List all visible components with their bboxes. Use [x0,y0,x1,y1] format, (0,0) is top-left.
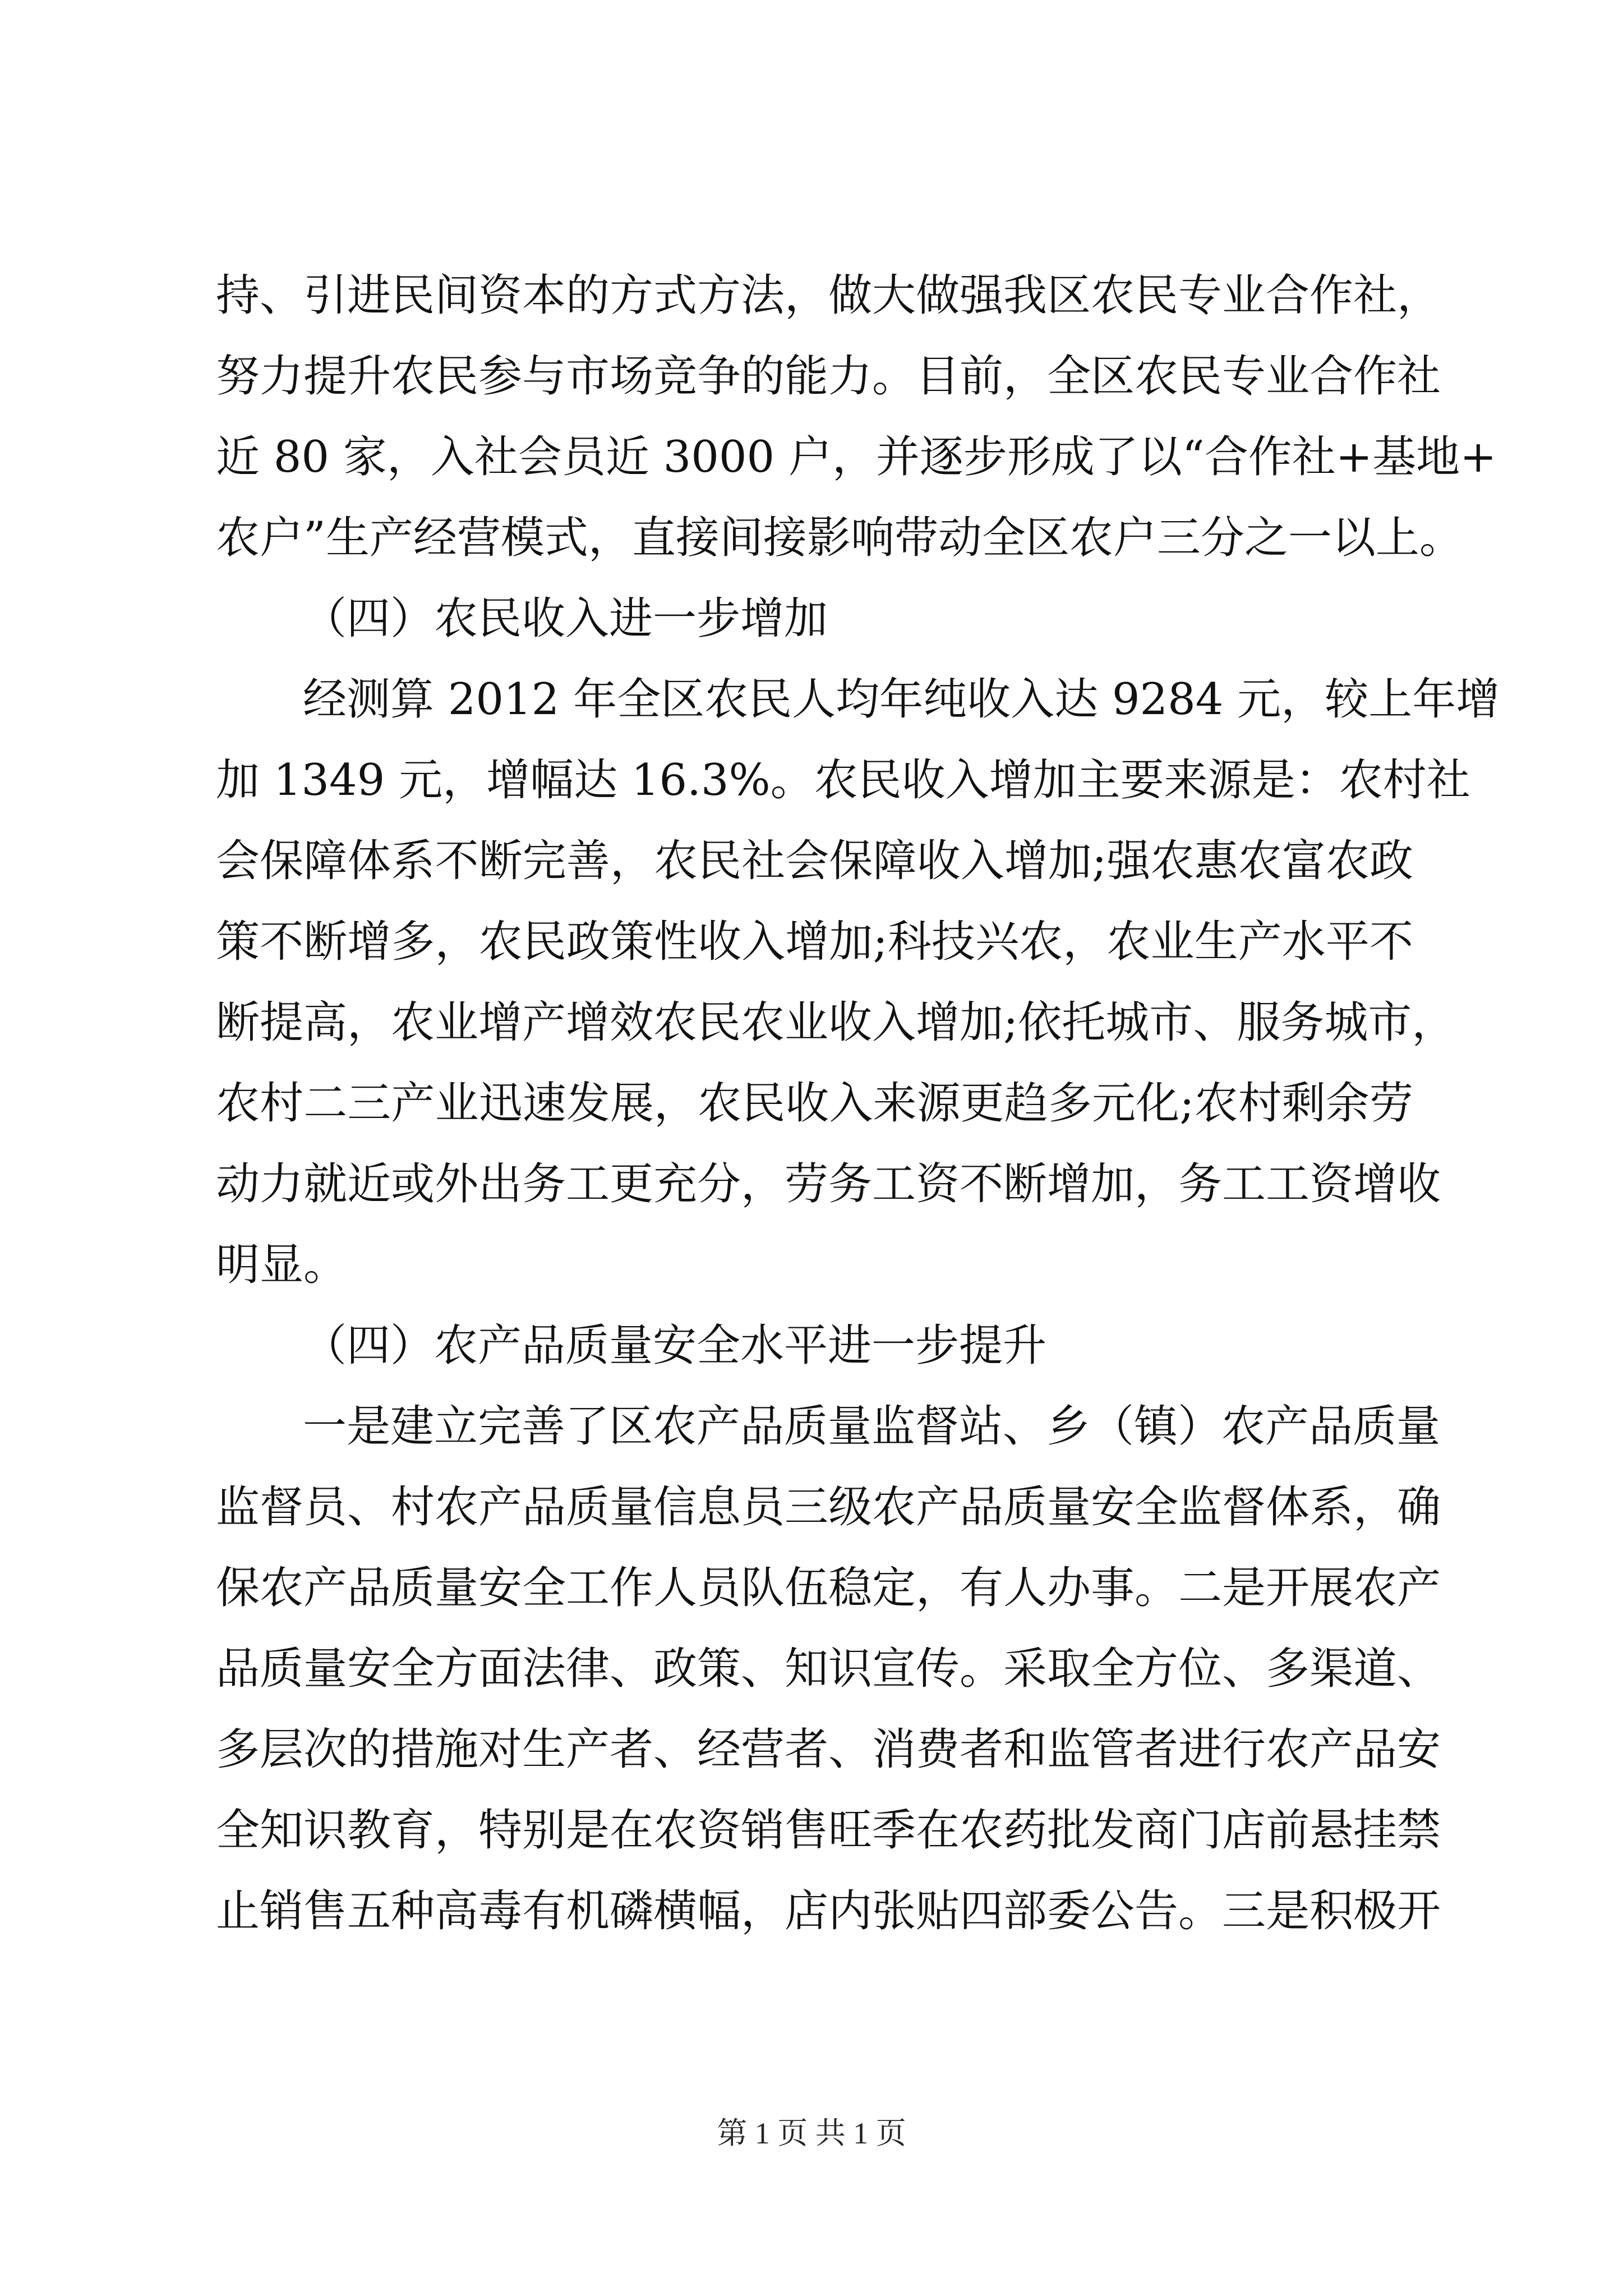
text-line: 全知识教育，特别是在农资销售旺季在农药批发商门店前悬挂禁 [216,1805,1441,1856]
text-line: 多层次的措施对生产者、经营者、消费者和监管者进行农产品安 [216,1724,1441,1775]
text-line: 近 80 家，入社会员近 3000 户，并逐步形成了以“合作社+基地+ [216,432,1497,482]
text-line: 策不断增多，农民政策性收入增加;科技兴农，农业生产水平不 [216,917,1413,967]
text-line: 品质量安全方面法律、政策、知识宣传。采取全方位、多渠道、 [216,1644,1441,1694]
text-line: 一是建立完善了区农产品质量监督站、乡（镇）农产品质量 [303,1401,1441,1452]
text-line: 努力提升农民参与市场竞争的能力。目前，全区农民专业合作社 [216,351,1441,402]
section-heading: （四）农民收入进一步增加 [303,593,828,644]
text-line: 持、引进民间资本的方式方法，做大做强我区农民专业合作社， [216,270,1441,321]
text-line: 断提高，农业增产增效农民农业收入增加;依托城市、服务城市， [216,997,1456,1048]
document-body [216,255,1500,1952]
text-line: 加 1349 元，增幅达 16.3%。农民收入增加主要来源是：农村社 [216,755,1470,806]
page-footer: 第 1 页 共 1 页 [717,2116,906,2150]
text-line: 动力就近或外出务工更充分，劳务工资不断增加，务工工资增收 [216,1159,1441,1209]
text-line: 经测算 2012 年全区农民人均年纯收入达 9284 元，较上年增 [303,674,1500,725]
text-line: 农村二三产业迅速发展，农民收入来源更趋多元化;农村剩余劳 [216,1078,1413,1129]
section-heading: （四）农产品质量安全水平进一步提升 [303,1320,1047,1371]
text-line: 会保障体系不断完善，农民社会保障收入增加;强农惠农富农政 [216,836,1413,886]
text-line: 农户”生产经营模式，直接间接影响带动全区农户三分之一以上。 [216,513,1463,563]
text-line: 明显。 [216,1240,348,1290]
text-line: 止销售五种高毒有机磷横幅，店内张贴四部委公告。三是积极开 [216,1886,1441,1936]
text-line: 保农产品质量安全工作人员队伍稳定，有人办事。二是开展农产 [216,1563,1441,1613]
text-line: 监督员、村农产品质量信息员三级农产品质量安全监督体系，确 [216,1482,1441,1533]
